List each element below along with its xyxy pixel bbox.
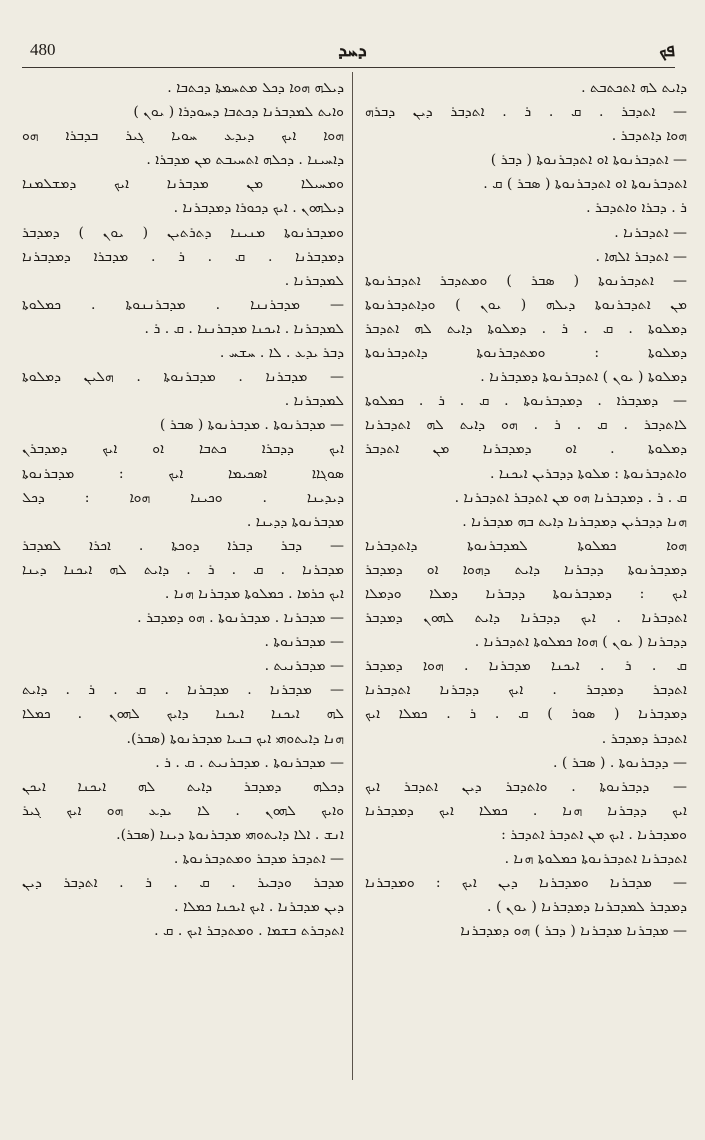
text-line: ܕܡܠܘܬܐ . ܐܘ ܕܡܕܒܪܢܐ ܡܢ ܐܬܕܒܪ	[365, 441, 687, 458]
page-number: 480	[30, 40, 56, 59]
text-line: ܡܕܒܪܢܐ . ܩ . ܪ . ܕܐܝܬ ܠܗ ܐܝܟܢܐ ܕܝܢܐ	[22, 561, 344, 578]
text-line: ܐܝܟ ܕܕܒܪܐ ܟܬܒܐ ܐܘ ܐܝܟ ܕܡܕܒܪܢ	[22, 441, 344, 458]
text-line: ܗܘܐ ܕܐܬܕܒܪ .	[611, 128, 687, 145]
text-line: — ܡܕܒܪܢܘܬܐ . ܡܕܒܪܢܝܬ . ܩ . ܪ .	[155, 754, 344, 771]
text-line: — ܐܬܕܒܪ . ܩ . ܪ . ܐܬܕܒܪ ܕܝܢ ܕܒܪܗ	[365, 104, 687, 121]
text-line: ܐܬܕܒܪܢܘܬܐ ܐܘ ܐܬܕܒܪܢܘܬܐ ( ܣܒܪ ) ܩ .	[483, 176, 687, 193]
text-line: — ܡܕܒܪܢܘܬܐ . ܡܕܒܪܢܘܬܐ ( ܣܒܪ )	[159, 417, 344, 434]
text-line: — ܕܡܕܒܪܐ . ܕܡܕܒܪܢܘܬܐ . ܩ . ܪ . ܟܡܠܘܬܐ	[365, 393, 687, 410]
text-line: ܐܬܕܒܪܢܐ ܐܬܕܒܪܢܘܬܐ ܟܡܠܘܬܐ ܗܢܐ .	[504, 851, 687, 867]
text-line: — ܡܕܒܪܢܘܬܐ .	[264, 634, 344, 651]
text-line: ܗܘܐ ܐܝܟ ܕܝܕܥ ܚܘܝܐ ܓܝܪ ܒܕܒܪܐ ܗܘ	[22, 128, 344, 145]
text-line: ܕܡܕܒܪܢܐ . ܩ . ܪ . ܡܕܒܪܐ ܕܡܕܒܪܢܐ	[22, 248, 344, 265]
text-line: ܩ . ܪ . ܐܝܟܢܐ ܡܕܒܪܢܐ . ܗܘܐ ܕܡܕܒܪ	[365, 658, 687, 675]
text-line: ܐܬܕܒܪ ܕܡܕܒܪ .	[601, 730, 687, 747]
text-line: ܕܝܠܗܘܢ . ܐܝܟ ܕܟܘܪܐ ܕܡܕܒܪܢܐ .	[173, 200, 344, 217]
text-line: ܐܝܟ ܕܕܒܪܢܐ ܗܢܐ . ܟܡܠܐ ܐܝܟ ܕܡܕܒܪܢܐ	[365, 802, 687, 819]
text-line: ܗܢܐ ܕܐܝܬܘܗܝ ܐܝܟ ܒܢܝܐ ܡܕܒܪܢܘܬܐ (ܣܒܪ).	[126, 730, 344, 747]
text-line: — ܐܬܕܒܪ ܡܕܒܪ ܘܡܬܕܒܪܢܘܬܐ .	[173, 851, 344, 867]
text-line: ܘܡܕܒܪܢܘܬܐ ܡܢܝܢܐ ܕܬܪܬܝܢ ( ܝܘܢ ) ܕܡܕܒܪ	[22, 224, 344, 241]
text-line: — ܕܕܒܪܢܘܬܐ . ( ܣܒܪ ) .	[553, 754, 687, 771]
text-line: — ܡܕܒܪܢܐ ܡܕܒܪܢܐ ( ܕܒܪ ) ܗܘ ܕܡܕܒܪܢܐ	[460, 923, 687, 940]
text-line: ܕܐܝܬ ܠܗ ܐܬܟܬܒܬ .	[581, 80, 687, 96]
text-line: ܐܬܕܒܪܬ ܒܫܡܐ . ܘܡܬܕܒܪ ܐܝܟ . ܩ .	[154, 923, 344, 940]
text-line: ܩ . ܪ . ܕܡܕܒܪܢܐ ܗܘ ܡܢ ܐܬܕܒܪ ܐܬܕܒܪܢܐ .	[454, 489, 687, 506]
text-line: ܐܬܕܒܪ ܕܡܕܒܪ . ܐܝܟ ܕܕܒܪܢܐ ܐܬܕܒܪܢܐ	[365, 682, 687, 699]
text-line: ܕܝܢ ܡܕܒܪܢܐ . ܐܝܟ ܐܝܟܢܐ ܟܡܠܐ .	[174, 899, 344, 916]
text-line: ܕܐܚܝܢܐ . ܕܟܠܗ ܐܬܚܝܒܬ ܡܢ ܡܕܒܪܐ .	[146, 152, 344, 169]
text-line: — ܡܕܒܪܢܐ . ܡܕܒܪܢܐ . ܩ . ܪ . ܕܐܝܬ	[22, 682, 344, 699]
header-rule	[22, 67, 675, 68]
text-line: — ܐܬܕܒܪܢܐ .	[614, 224, 687, 241]
right-column	[365, 76, 687, 943]
text-line: ܕܡܠܘܬܐ . ܩ . ܪ . ܕܡܠܘܬܐ ܕܐܝܬ ܠܗ ܐܬܕܒܪ	[365, 320, 687, 337]
text-line: ܠܡܕܒܪܢܐ .	[284, 393, 344, 410]
text-line: — ܐܬܕܒܪܢܘܬܐ ܐܘ ܐܬܕܒܪܢܘܬܐ ( ܕܒܪ )	[490, 152, 687, 169]
text-line: ܕܡܠܘܬܐ : ܘܡܬܕܒܪܢܘܬܐ ܕܐܬܕܒܪܢܘܬܐ	[365, 345, 687, 362]
text-line: ܠܡܕܒܪܢܐ . ܐܝܟܢܐ ܡܕܒܪܢܢܐ . ܩ . ܪ .	[144, 320, 344, 337]
text-line: ܡܢ ܐܬܕܒܪܢܘܬܐ ܕܝܠܗ ( ܝܘܢ ) ܘܕܐܬܕܒܪܢܘܬܐ	[365, 296, 687, 313]
text-line: ܡܕܒܪܢܘܬܐ ܕܕܝܢܐ .	[246, 513, 344, 530]
text-line: ܘܐܬܕܒܪܢܘܬܐ : ܡܠܘܬܐ ܕܕܒܪܝܢ ܐܝܟܢܐ .	[490, 465, 687, 482]
text-line: ܕܕܒܪܢܐ ( ܝܘܢ ) ܗܘܐ ܟܡܠܘܬܐ ܐܬܕܒܪܢܐ .	[474, 634, 687, 651]
text-line: ܐܢܫ . ܐܠܐ ܕܐܝܬܘܗܝ ܡܕܒܪܢܘܬܐ ܕܝܢܐ (ܣܒܪ).	[116, 826, 344, 843]
text-line: ܘܐܝܬ ܠܡܕܒܪܢܐ ܕܟܬܒܐ ܕܚܘܕܪܐ ( ܝܘܢ )	[133, 104, 344, 121]
text-line: ܕܟܠܗ ܕܡܕܒܪ ܕܐܝܬ ܠܗ ܐܝܟܢܐ ܐܝܟܢ	[22, 778, 344, 795]
text-line: ܐܬܕܒܪܢܐ . ܐܝܟ ܕܕܒܪܢܐ ܕܐܝܬ ܠܗܘܢ ܕܡܕܒܪ	[365, 610, 687, 627]
text-line: ܠܐܬܕܒܪ . ܩ . ܪ . ܗܘ ܕܐܝܬ ܠܗ ܐܬܕܒܪܢܐ	[365, 417, 687, 434]
text-line: — ܡܕܒܪܢܐ . ܡܕܒܪܢܘܬܐ . ܗܠܝܢ ܕܡܠܘܬܐ	[22, 369, 344, 386]
text-line: ܘܐܝܟ ܠܗܘܢ . ܠܐ ܝܕܥ ܗܘ ܐܝܟ ܓܝܪ	[22, 802, 344, 819]
text-line: ܕܡܕܒܪܢܘܬܐ ܕܕܒܪܢܐ ܕܐܝܬ ܕܗܘܐ ܐܘ ܕܡܕܒܪ	[365, 561, 687, 578]
text-line: ܕܡܕܒܪ ܠܡܕܒܪܢܐ ܕܡܕܒܪܢܐ ( ܝܘܢ ) .	[487, 899, 687, 916]
column-divider	[352, 72, 353, 1080]
text-line: ܕܡܕܒܪܢܐ ( ܣܘܪ ) ܩ . ܪ . ܟܡܠܐ ܐܝܟ	[365, 706, 687, 723]
text-line: ܕܝܕܝܢܐ . ܘܟܝܢܐ ܗܘܐ : ܕܟܠ	[22, 489, 344, 506]
text-line: ܕܡܠܘܬܐ ( ܝܘܢ ) ܐܬܕܒܪܢܘܬܐ ܕܡܕܒܪܢܐ .	[480, 369, 687, 386]
text-line: — ܡܕܒܪܢܢܐ . ܡܕܒܪܢܢܘܬܐ . ܟܡܠܘܬܐ	[22, 296, 344, 313]
text-line: ܡܕܒܪ ܘܕܒܝܪ . ܩ . ܪ . ܐܬܕܒܪ ܕܝܢ	[22, 875, 344, 892]
text-line: — ܡܕܒܪܢܝܬ .	[264, 658, 344, 675]
text-line: ܕܝܠܗ ܗܘܐ ܕܟܠ ܡܬܚܡܬܐ ܕܟܬܒܐ .	[167, 80, 344, 96]
text-line: ܣܘܓܐܐ ܐܣܟܝܡܐ ܐܝܟ : ܡܕܒܪܢܘܬܐ	[22, 465, 344, 482]
text-line: ܠܡܕܒܪܢܐ .	[284, 272, 344, 289]
column-head: ܦܟ	[659, 40, 675, 61]
text-line: ܠܗ ܐܝܟܢܐ ܐܝܟܢܐ ܕܐܝܟ ܠܗܘܢ . ܟܡܠܐ	[22, 706, 344, 723]
text-line: ܪ . ܕܒܪܐ ܘܐܬܕܒܪ .	[586, 200, 687, 217]
text-line: ܗܘܐ ܟܡܠܘܬܐ ܠܡܕܒܪܢܘܬܐ ܕܐܬܕܒܪܢܐ	[365, 537, 687, 554]
text-line: — ܡܕܒܪܢܐ . ܡܕܒܪܢܘܬܐ . ܗܘ ܕܡܕܒܪ .	[137, 610, 344, 627]
text-line: — ܐܬܕܒܪ ܐܠܗܐ .	[595, 248, 687, 265]
left-column	[22, 76, 344, 943]
text-line: — ܡܕܒܪܢܐ ܘܡܕܒܪܢܐ ܕܝܢ ܐܝܟ : ܘܡܕܒܪܢܐ	[365, 875, 687, 892]
text-line: — ܕܒܪ ܕܒܪܐ ܕܘܟܬܐ . ܐܟܪܐ ܠܡܕܒܪ	[22, 537, 344, 554]
text-line: ܐܝܟ ܟܪܡܐ . ܟܡܠܘܬܐ ܡܕܒܪܢܐ ܗܢܐ .	[164, 585, 344, 602]
text-line: ܘܡܚܝܠܐ ܡܢ ܡܕܒܪܢܐ ܐܝܟ ܕܡܫܠܡܢܐ	[22, 176, 344, 193]
running-head: ܕܚܕ	[338, 40, 367, 61]
page-header	[30, 38, 675, 68]
text-line: ܗܢܐ ܕܕܒܪܝܢ ܕܡܕܒܪܢܐ ܕܐܝܬ ܒܗ ܡܕܒܪܢܐ .	[462, 513, 687, 530]
text-line: — ܐܬܕܒܪܢܘܬܐ ( ܣܒܪ ) ܘܡܬܕܒܪ ܐܬܕܒܪܢܘܬܐ	[365, 272, 687, 289]
text-line: — ܕܕܒܪܢܘܬܐ . ܘܐܬܕܒܪ ܕܝܢ ܐܬܕܒܪ ܐܝܟ	[365, 778, 687, 795]
text-line: ܕܒܪ ܝܕܥ . ܠܐ . ܚܫܚ .	[219, 345, 344, 362]
text-line: ܘܡܕܒܪܢܐ . ܐܝܟ ܡܢ ܐܬܕܒܪ ܐܬܕܒܪ :	[501, 826, 687, 843]
text-line: ܐܝܟ : ܕܡܕܒܪܢܘܬܐ ܕܕܒܪܢܐ ܕܡܠܐ ܘܕܡܠܐ	[365, 585, 687, 602]
